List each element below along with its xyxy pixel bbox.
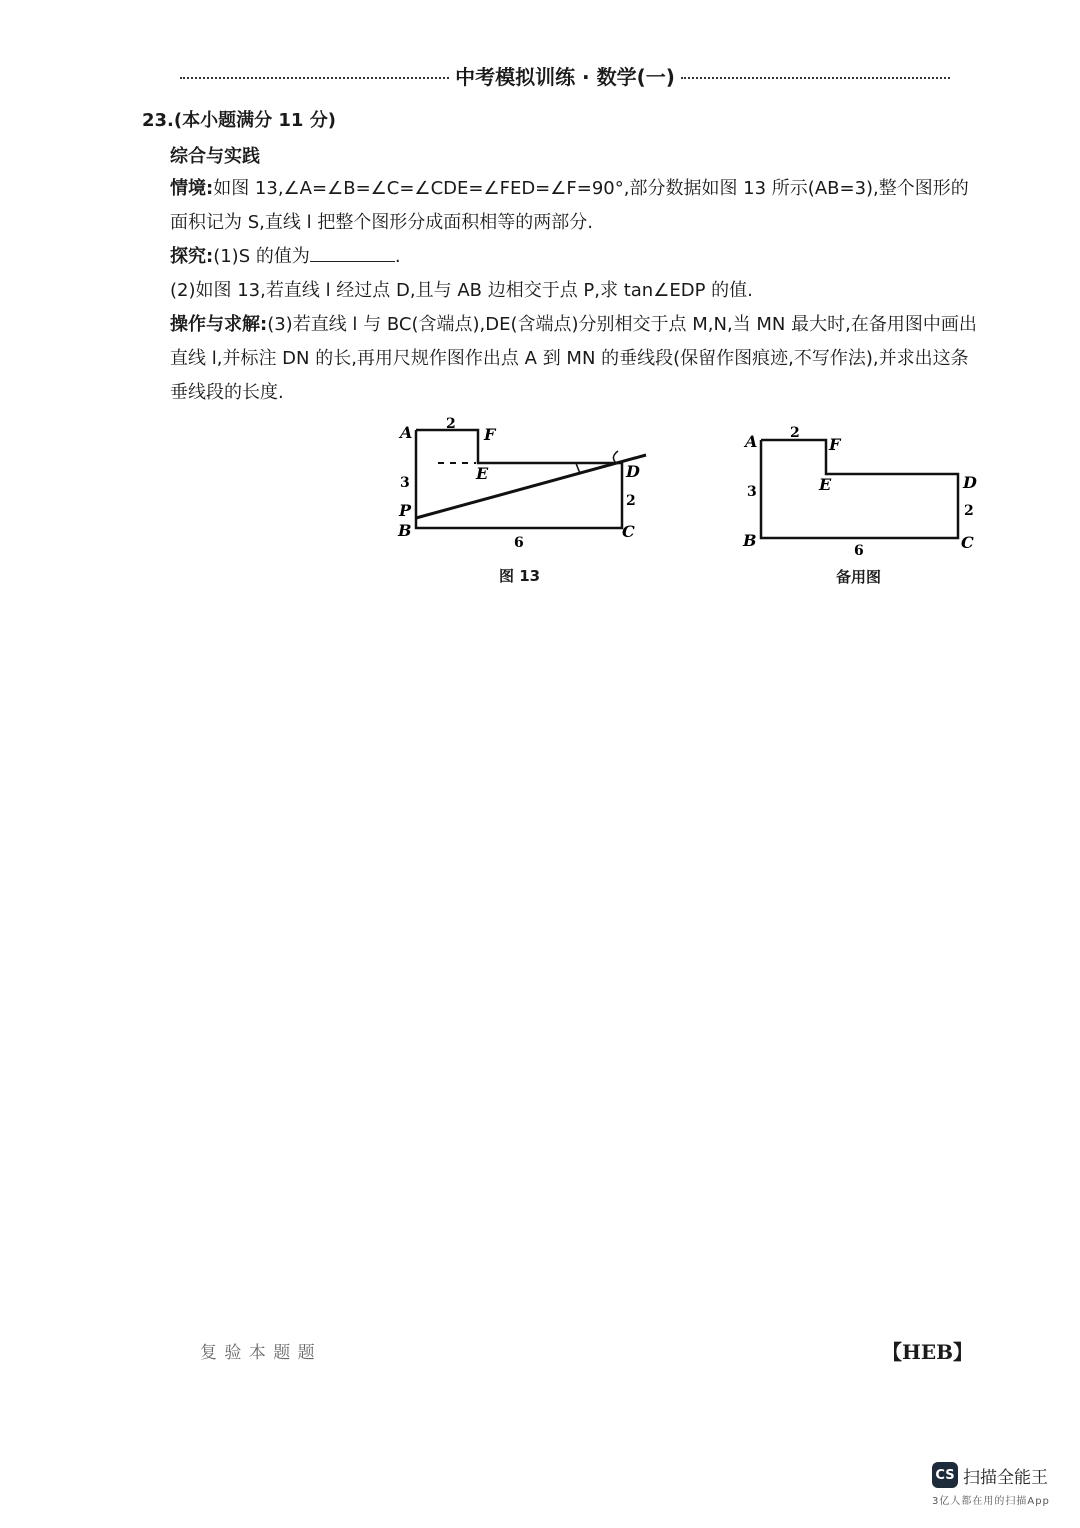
backup-figure-outline	[761, 440, 958, 538]
label-B: B	[398, 521, 412, 540]
backup-label-E: E	[819, 475, 832, 494]
label-A: A	[400, 423, 413, 442]
backup-dim-bottom: 6	[854, 543, 864, 559]
backup-figure-caption: 备用图	[836, 568, 882, 586]
backup-label-D: D	[963, 473, 977, 492]
situation-text: 如图 13,∠A=∠B=∠C=∠CDE=∠FED=∠F=90°,部分数据如图 13 所示(AB=3),整个图形的面积记为 S,直线 l 把整个图形分成面积相等的两部分.	[170, 178, 969, 233]
backup-dim-top: 2	[790, 425, 800, 441]
explore-1-text: (1)S 的值为	[213, 246, 310, 267]
scanner-watermark	[932, 1462, 1067, 1514]
backup-figure	[735, 420, 985, 560]
header-dots-right	[681, 77, 950, 79]
cs-logo-icon: CS	[932, 1462, 958, 1488]
backup-label-F: F	[829, 435, 841, 454]
explore-1-end: .	[394, 246, 401, 267]
label-E: E	[476, 464, 489, 483]
scanner-row	[932, 1462, 1048, 1488]
label-F: F	[484, 425, 496, 444]
operation-paragraph	[170, 308, 985, 410]
explore-1-paragraph	[170, 240, 985, 274]
answer-blank	[310, 243, 395, 262]
dim-left: 3	[400, 475, 410, 491]
scanner-name: 扫描全能王	[963, 1467, 1048, 1488]
question-number: 23.(本小题满分 11 分)	[142, 110, 336, 131]
backup-label-C: C	[961, 533, 974, 552]
angle-mark-d	[613, 451, 618, 463]
dim-right: 2	[626, 493, 636, 509]
label-P: P	[399, 501, 412, 520]
scanner-slogan: 3亿人都在用的扫描App	[932, 1496, 1050, 1507]
dim-top: 2	[446, 416, 456, 432]
dim-bottom: 6	[514, 535, 524, 551]
operation-label: 操作与求解:	[170, 314, 268, 335]
situation-label: 情境:	[170, 178, 214, 199]
footer-left-text: 复 验 本 题 题	[200, 1343, 316, 1363]
backup-label-A: A	[745, 432, 758, 451]
explore-2-paragraph: (2)如图 13,若直线 l 经过点 D,且与 AB 边相交于点 P,求 tan∠EDP 的值.	[170, 280, 753, 301]
operation-text: (3)若直线 l 与 BC(含端点),DE(含端点)分别相交于点 M,N,当 MN 最大时,在备用图中画出直线 l,并标注 DN 的长,再用尺规作图作出点 A 到 MN 的垂线段(保留作图痕迹,不写作法),并求出这条垂线段的长度.	[170, 314, 977, 403]
backup-dim-right: 2	[964, 503, 974, 519]
section-title: 综合与实践	[170, 146, 260, 167]
backup-label-B: B	[743, 531, 757, 550]
situation-paragraph	[170, 172, 985, 240]
header-title: 中考模拟训练 · 数学(一)	[455, 64, 675, 89]
page-header	[180, 60, 950, 90]
line-l	[416, 455, 646, 518]
figure-13	[390, 415, 660, 555]
label-C: C	[622, 522, 635, 541]
label-D: D	[626, 462, 640, 481]
figure-13-outline	[416, 430, 622, 528]
explore-label: 探究:	[170, 246, 214, 267]
footer-right-code: 【HEB】	[882, 1340, 974, 1364]
backup-dim-left: 3	[747, 484, 757, 500]
header-dots-left	[180, 77, 449, 79]
angle-mark	[576, 463, 580, 473]
figure-13-caption: 图 13	[499, 567, 541, 585]
